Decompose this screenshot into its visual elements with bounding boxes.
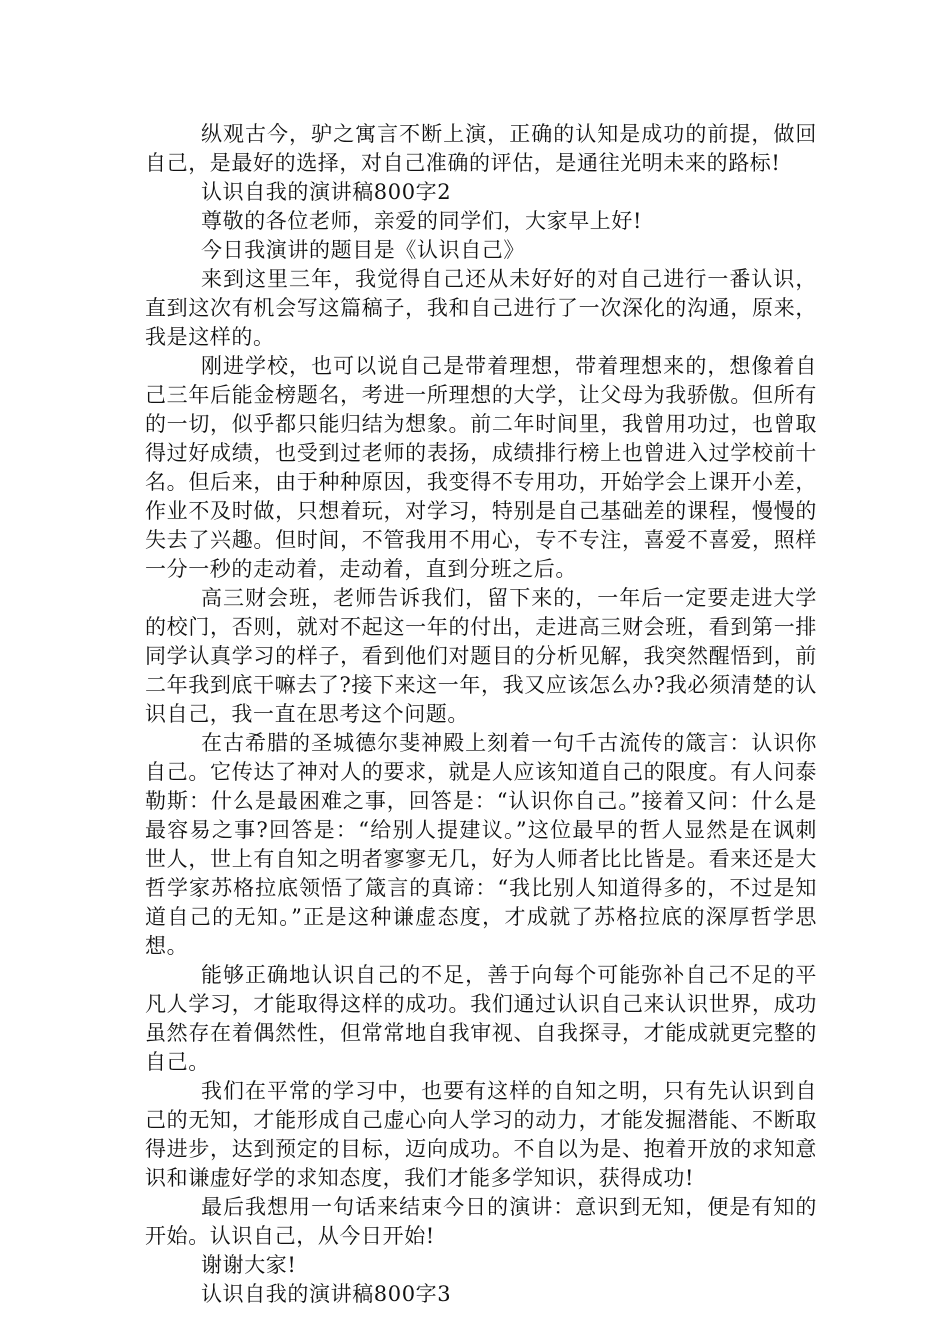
speech-title-line: 今日我演讲的题目是《认识自己》 [201,238,525,262]
paragraph-entering-school: 刚进学校，也可以说自己是带着理想，带着理想来的，想像着自己三年后能金榜题名，考进一所理想的大学，让父母为我骄傲。但所有的一切，似乎都只能归结为想象。前二年时间里，我曾用功过，也曾取得过好成绩，也受到过老师的表扬，成绩排行榜上也曾进入过学校前十名。但后来，由于种种原因，我变得不专用功，开始学会上课开小差，作业不及时做，只想着玩，对学习，特别是自己基础差的课程，慢慢的失去了兴趣。但时间，不管我用不用心，专不专注，喜爱不喜爱，照样一分一秒的走动着，走动着，直到分班之后。 [145,354,817,581]
paragraph-conclusion-intro: 纵观古今，驴之寓言不断上演，正确的认知是成功的前提，做回自己，是最好的选择，对自己准确的评估，是通往光明未来的路标! [145,122,817,175]
paragraph-senior-accounting-class: 高三财会班，老师告诉我们，留下来的，一年后一定要走进大学的校门，否则，就对不起这一年的付出，走进高三财会班，看到第一排同学认真学习的样子，看到他们对题目的分析见解，我突然醒悟到，前二年我到底干嘛去了?接下来这一年，我又应该怎么办?我必须清楚的认识自己，我一直在思考这个问题。 [145,586,817,726]
paragraph-delphi-maxim: 在古希腊的圣城德尔斐神殿上刻着一句千古流传的箴言：认识你自己。它传达了神对人的要求，就是人应该知道自己的限度。有人问泰勒斯：什么是最困难之事，回答是：“认识你自己。”接着又问：什么是最容易之事?回答是：“给别人提建议。”这位最早的哲人显然是在讽刺世人，世上有自知之明者寥寥无几，好为人师者比比皆是。看来还是大哲学家苏格拉底领悟了箴言的真谛：“我比别人知道得多的，不过是知道自己的无知。”正是这种谦虚态度，才成就了苏格拉底的深厚哲学思想。 [145,731,817,958]
paragraph-recognizing-shortcomings: 能够正确地认识自己的不足，善于向每个可能弥补自己不足的平凡人学习，才能取得这样的成功。我们通过认识自己来认识世界，成功虽然存在着偶然性，但常常地自我审视、自我探寻，才能成就更完整的自己。 [145,963,817,1074]
document-page [145,120,817,1309]
paragraph-three-years: 来到这里三年，我觉得自己还从未好好的对自己进行一番认识，直到这次有机会写这篇稿子，我和自己进行了一次深化的沟通，原来，我是这样的。 [145,267,817,349]
paragraph-closing-words: 最后我想用一句话来结束今日的演讲：意识到无知，便是有知的开始。认识自己，从今日开始! [145,1195,817,1248]
section-heading-2: 认识自我的演讲稿800字2 [201,180,452,204]
thanks-line: 谢谢大家! [201,1253,297,1277]
paragraph-self-knowledge-in-study: 我们在平常的学习中，也要有这样的自知之明，只有先认识到自己的无知，才能形成自己虚心向人学习的动力，才能发掘潜能、不断取得进步，达到预定的目标，迈向成功。不自以为是、抱着开放的求知意识和谦虚好学的求知态度，我们才能多学知识，获得成功! [145,1079,817,1190]
greeting-line: 尊敬的各位老师，亲爱的同学们，大家早上好! [201,209,643,233]
section-heading-3: 认识自我的演讲稿800字3 [201,1282,452,1306]
